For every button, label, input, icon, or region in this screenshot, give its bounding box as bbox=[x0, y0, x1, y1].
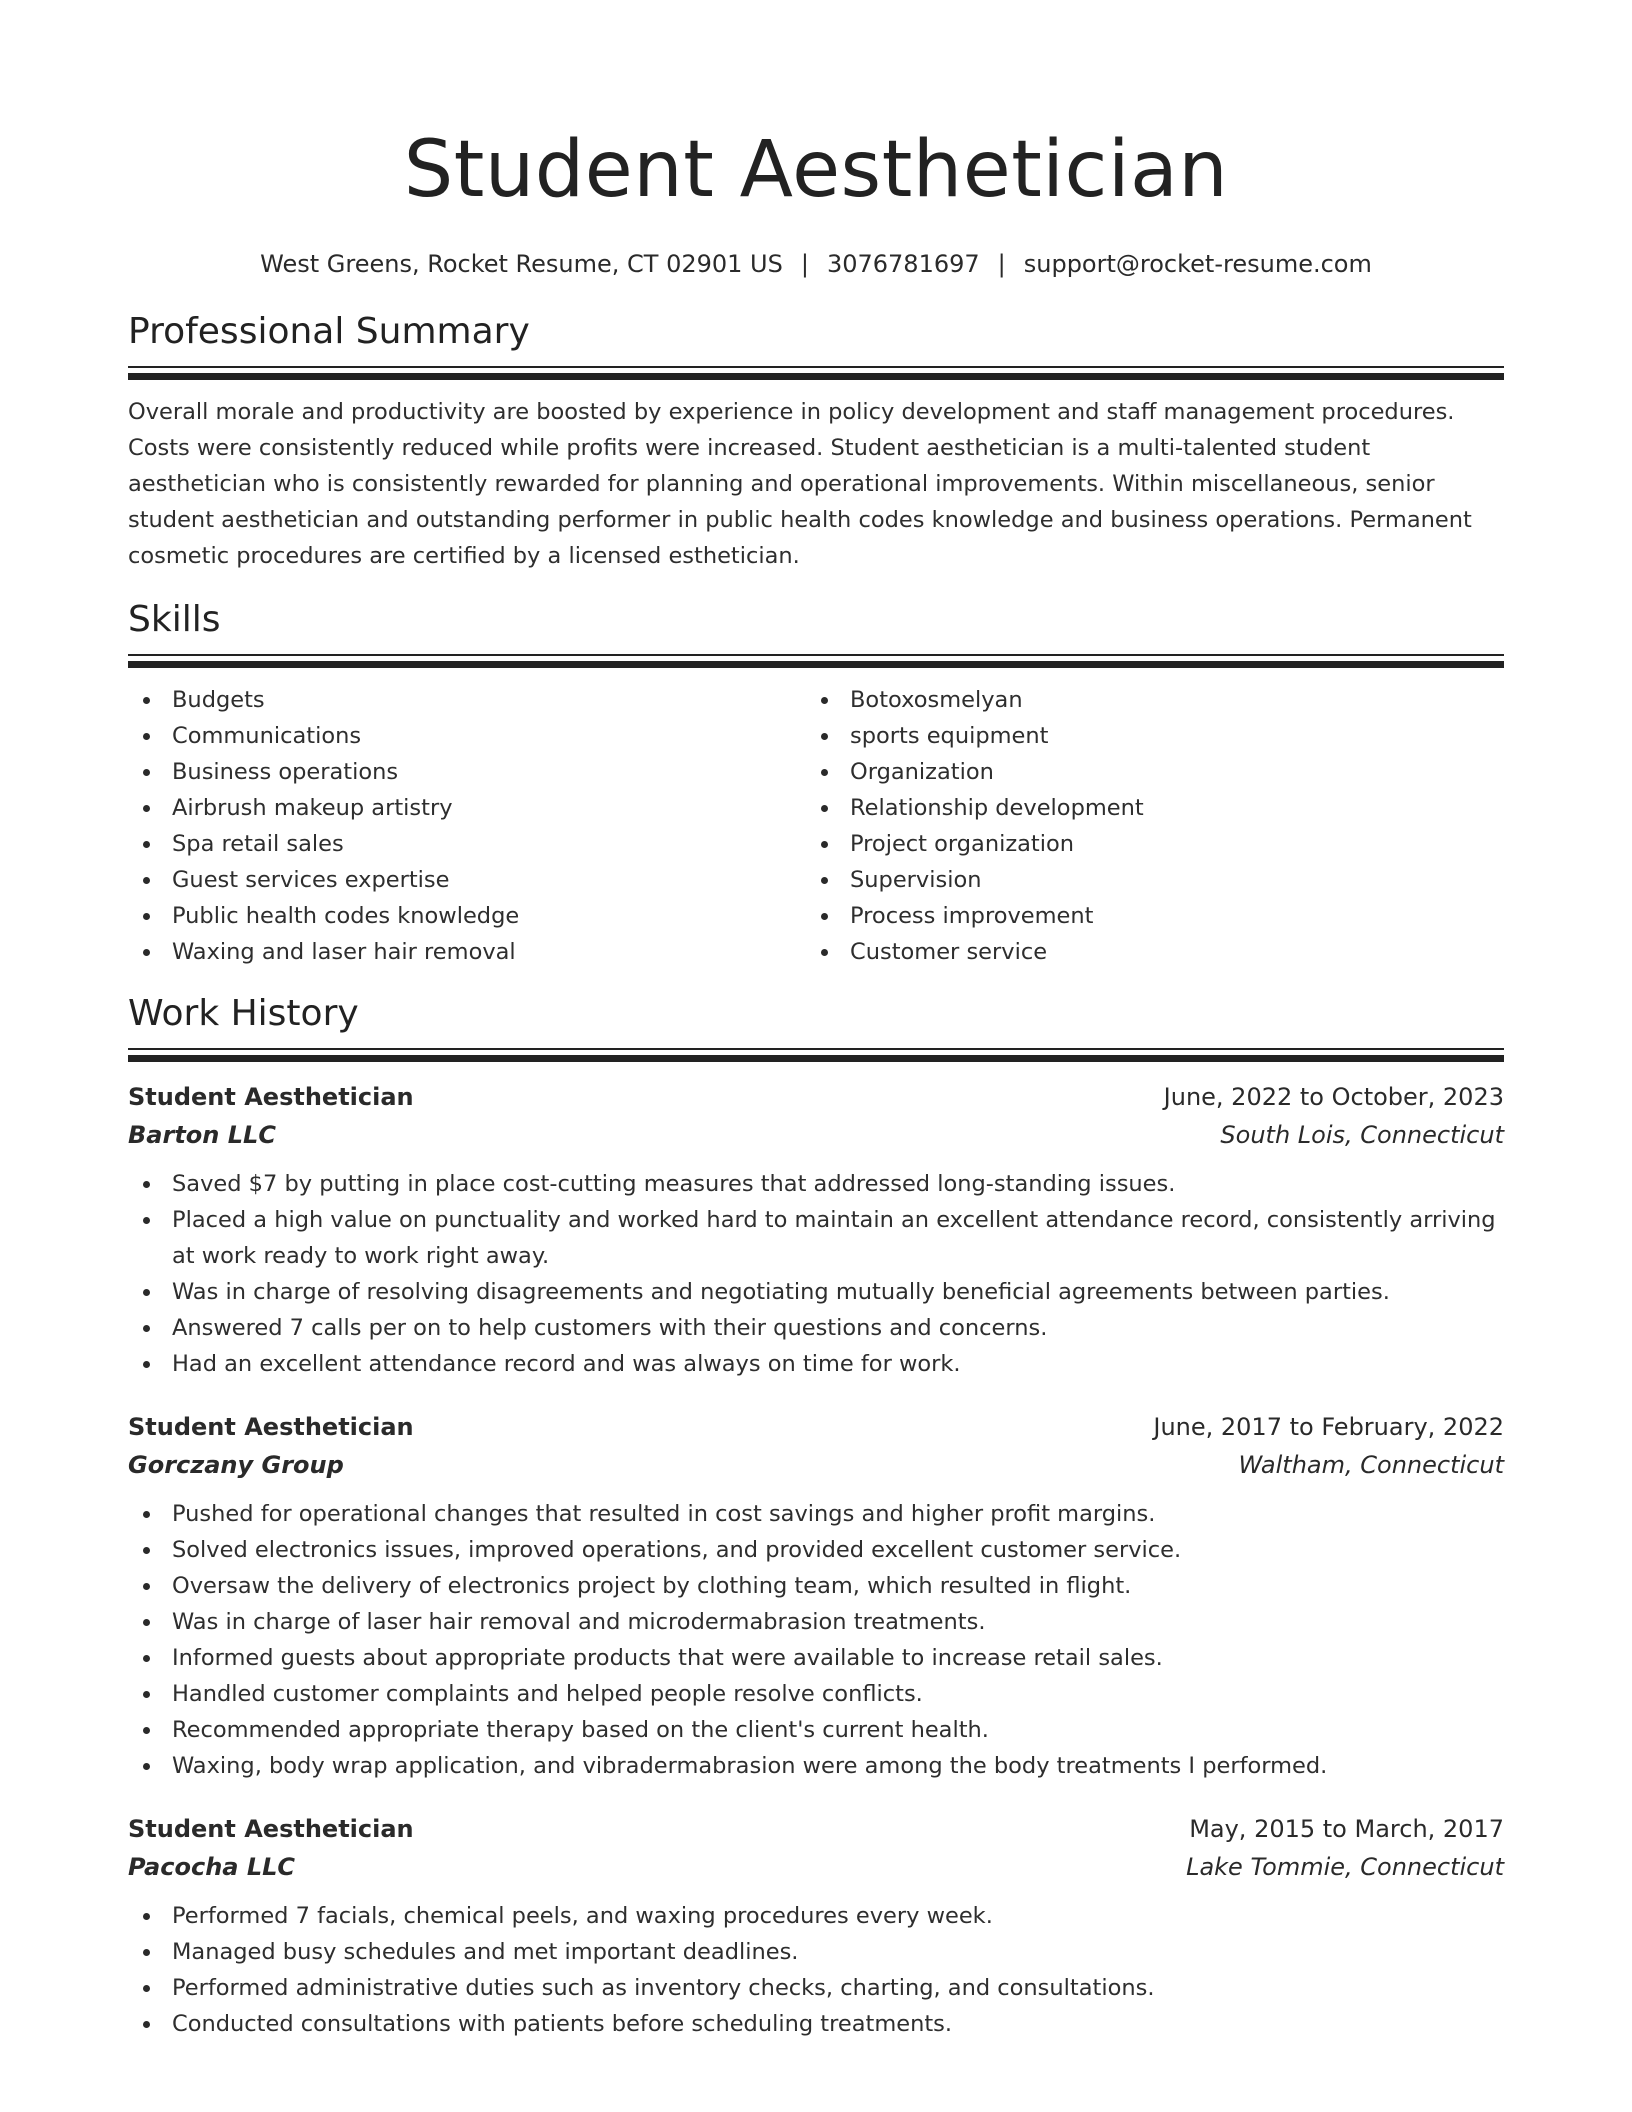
contact-line bbox=[128, 248, 1504, 280]
job-subheader bbox=[128, 1446, 1504, 1484]
job-header bbox=[128, 1078, 1504, 1116]
skills-columns bbox=[128, 682, 1504, 970]
skill-item: Project organization bbox=[806, 826, 1484, 862]
job-entry bbox=[128, 1078, 1504, 1382]
contact-address: West Greens, Rocket Resume, CT 02901 US bbox=[260, 250, 783, 278]
section-rule bbox=[128, 1055, 1504, 1062]
skill-item: Botoxosmelyan bbox=[806, 682, 1484, 718]
contact-email: support@rocket-resume.com bbox=[1023, 250, 1372, 278]
section-rule bbox=[128, 661, 1504, 668]
job-bullet: Informed guests about appropriate products that were available to increase retail sales. bbox=[128, 1640, 1504, 1676]
job-bullets bbox=[128, 1898, 1504, 2042]
section-rule bbox=[128, 654, 1504, 656]
job-bullet: Answered 7 calls per on to help customers with their questions and concerns. bbox=[128, 1310, 1504, 1346]
job-bullet: Recommended appropriate therapy based on the client's current health. bbox=[128, 1712, 1504, 1748]
job-bullet: Was in charge of laser hair removal and microdermabrasion treatments. bbox=[128, 1604, 1504, 1640]
job-location: South Lois, Connecticut bbox=[1220, 1121, 1504, 1149]
job-location: Waltham, Connecticut bbox=[1238, 1451, 1504, 1479]
summary-text: Overall morale and productivity are boosted by experience in policy development and staff management procedures. Costs were consistently reduced while profits were increased. Student aesthetician is a multi-talented student aesthetician who is consistently rewarded for planning and operational improvements. Within miscellaneous, senior student aesthetician and outstanding performer in public health codes knowledge and business operations. Permanent cosmetic procedures are certified by a licensed esthetician. bbox=[128, 399, 1472, 569]
resume-page bbox=[128, 0, 1504, 2042]
job-bullet: Saved $7 by putting in place cost-cutting measures that addressed long-standing issues. bbox=[128, 1166, 1504, 1202]
job-subheader bbox=[128, 1116, 1504, 1154]
section-title-skills: Skills bbox=[128, 599, 221, 640]
job-entry bbox=[128, 1810, 1504, 2042]
job-company: Pacocha LLC bbox=[128, 1853, 296, 1881]
skill-item: Budgets bbox=[128, 682, 806, 718]
contact-phone: 3076781697 bbox=[826, 250, 980, 278]
resume-name: Student Aesthetician bbox=[403, 125, 1229, 215]
skill-item: Customer service bbox=[806, 934, 1484, 970]
skill-item: Organization bbox=[806, 754, 1484, 790]
job-title: Student Aesthetician bbox=[128, 1815, 414, 1843]
job-bullets bbox=[128, 1496, 1504, 1784]
skill-item: sports equipment bbox=[806, 718, 1484, 754]
job-header bbox=[128, 1810, 1504, 1848]
job-header bbox=[128, 1408, 1504, 1446]
section-rule bbox=[128, 366, 1504, 368]
job-title: Student Aesthetician bbox=[128, 1413, 414, 1441]
job-dates: May, 2015 to March, 2017 bbox=[1189, 1815, 1504, 1843]
job-bullet: Waxing, body wrap application, and vibradermabrasion were among the body treatments I performed. bbox=[128, 1748, 1504, 1784]
job-dates: June, 2017 to February, 2022 bbox=[1153, 1413, 1504, 1441]
job-dates: June, 2022 to October, 2023 bbox=[1163, 1083, 1504, 1111]
job-bullet: Oversaw the delivery of electronics project by clothing team, which resulted in flight. bbox=[128, 1568, 1504, 1604]
job-title: Student Aesthetician bbox=[128, 1083, 414, 1111]
section-title-summary: Professional Summary bbox=[128, 311, 530, 352]
job-company: Barton LLC bbox=[128, 1121, 276, 1149]
job-entry bbox=[128, 1408, 1504, 1784]
skills-section bbox=[128, 598, 1504, 970]
section-title-work-history: Work History bbox=[128, 993, 359, 1034]
skill-item: Relationship development bbox=[806, 790, 1484, 826]
job-bullet: Performed administrative duties such as inventory checks, charting, and consultations. bbox=[128, 1970, 1504, 2006]
skill-item: Public health codes knowledge bbox=[128, 898, 806, 934]
section-rule bbox=[128, 373, 1504, 380]
job-bullet: Conducted consultations with patients before scheduling treatments. bbox=[128, 2006, 1504, 2042]
contact-separator: | bbox=[997, 250, 1006, 278]
job-location: Lake Tommie, Connecticut bbox=[1186, 1853, 1504, 1881]
job-subheader bbox=[128, 1848, 1504, 1886]
job-bullet: Placed a high value on punctuality and worked hard to maintain an excellent attendance record, consistently arriving at work ready to work right away. bbox=[128, 1202, 1504, 1274]
job-bullet: Managed busy schedules and met important deadlines. bbox=[128, 1934, 1504, 1970]
skills-column-right bbox=[806, 682, 1484, 970]
job-bullet: Handled customer complaints and helped people resolve conflicts. bbox=[128, 1676, 1504, 1712]
skill-item: Supervision bbox=[806, 862, 1484, 898]
job-bullet: Had an excellent attendance record and was always on time for work. bbox=[128, 1346, 1504, 1382]
contact-separator: | bbox=[800, 250, 809, 278]
job-bullet: Solved electronics issues, improved operations, and provided excellent customer service. bbox=[128, 1532, 1504, 1568]
skill-item: Spa retail sales bbox=[128, 826, 806, 862]
skill-item: Airbrush makeup artistry bbox=[128, 790, 806, 826]
section-rule bbox=[128, 1048, 1504, 1050]
skill-item: Guest services expertise bbox=[128, 862, 806, 898]
job-bullet: Was in charge of resolving disagreements and negotiating mutually beneficial agreements between parties. bbox=[128, 1274, 1504, 1310]
job-bullet: Performed 7 facials, chemical peels, and waxing procedures every week. bbox=[128, 1898, 1504, 1934]
job-bullets bbox=[128, 1166, 1504, 1382]
work-history-section bbox=[128, 992, 1504, 2042]
skills-column-left bbox=[128, 682, 806, 970]
skill-item: Business operations bbox=[128, 754, 806, 790]
job-company: Gorczany Group bbox=[128, 1451, 344, 1479]
job-bullet: Pushed for operational changes that resulted in cost savings and higher profit margins. bbox=[128, 1496, 1504, 1532]
skill-item: Communications bbox=[128, 718, 806, 754]
summary-section bbox=[128, 310, 1504, 574]
skill-item: Waxing and laser hair removal bbox=[128, 934, 806, 970]
skill-item: Process improvement bbox=[806, 898, 1484, 934]
